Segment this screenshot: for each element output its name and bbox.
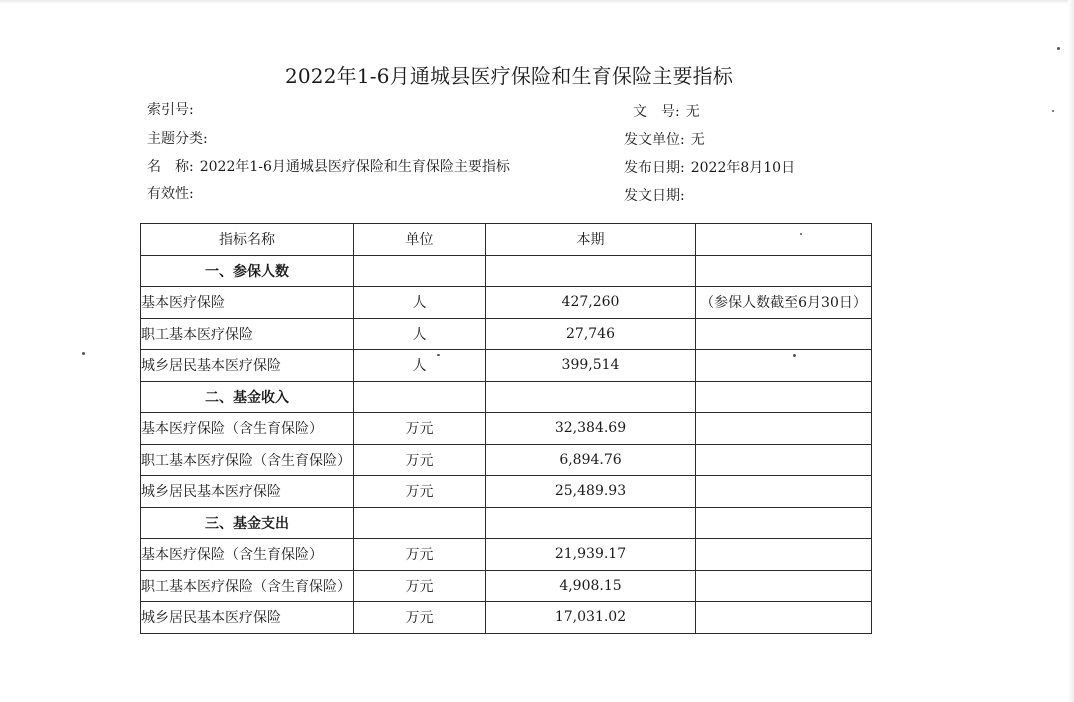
value-cell: 21,939.17 <box>486 539 696 571</box>
indicator-name: 基本医疗保险 <box>141 287 354 319</box>
document-title: 2022年1-6月通城县医疗保险和生育保险主要指标 <box>284 64 734 88</box>
meta-label: 发布日期: <box>624 160 685 176</box>
column-header-current-period: 本期 <box>486 224 696 256</box>
meta-value: 无 <box>690 132 705 148</box>
unit-cell: 万元 <box>354 570 486 602</box>
table-row <box>141 476 872 508</box>
meta-label: 索引号: <box>147 102 194 118</box>
meta-label: 发文单位: <box>624 132 685 148</box>
meta-label: 有效性: <box>147 186 194 202</box>
meta-issuing-unit <box>624 129 705 149</box>
table-section-row <box>141 255 872 287</box>
table-row <box>141 539 872 571</box>
indicator-name: 基本医疗保险（含生育保险） <box>141 539 354 571</box>
table-row <box>141 350 872 382</box>
unit-cell: 万元 <box>354 602 486 634</box>
meta-validity <box>147 183 200 203</box>
value-cell: 25,489.93 <box>486 476 696 508</box>
scan-speck <box>1057 47 1060 50</box>
indicator-name: 城乡居民基本医疗保险 <box>141 602 354 634</box>
table-row <box>141 413 872 445</box>
table-section-row <box>141 381 872 413</box>
scan-speck <box>82 352 85 355</box>
column-header-unit: 单位 <box>354 224 486 256</box>
meta-label: 发文日期: <box>624 188 685 204</box>
value-cell: 6,894.76 <box>486 444 696 476</box>
table-section-row <box>141 507 872 539</box>
meta-label: 主题分类: <box>147 131 208 147</box>
table-row <box>141 318 872 350</box>
note-cell <box>696 381 872 413</box>
unit-cell <box>354 381 486 413</box>
note-cell <box>696 444 872 476</box>
scan-speck <box>1052 110 1054 112</box>
meta-value: 2022年8月10日 <box>690 160 796 176</box>
meta-label: 文 号: <box>633 104 680 120</box>
unit-cell: 万元 <box>354 476 486 508</box>
unit-cell: 人 <box>354 318 486 350</box>
section-name: 三、基金支出 <box>141 507 354 539</box>
meta-document-number <box>633 101 700 121</box>
scan-speck <box>800 233 802 235</box>
value-cell: 4,908.15 <box>486 570 696 602</box>
unit-cell <box>354 507 486 539</box>
section-name: 一、参保人数 <box>141 255 354 287</box>
indicator-name: 城乡居民基本医疗保险 <box>141 350 354 382</box>
value-cell: 17,031.02 <box>486 602 696 634</box>
indicator-name: 职工基本医疗保险 <box>141 318 354 350</box>
indicator-name: 职工基本医疗保险（含生育保险） <box>141 444 354 476</box>
column-header-indicator: 指标名称 <box>141 224 354 256</box>
value-cell <box>486 507 696 539</box>
value-cell: 32,384.69 <box>486 413 696 445</box>
note-cell <box>696 539 872 571</box>
unit-cell: 万元 <box>354 413 486 445</box>
table-header-row <box>141 224 872 256</box>
section-name: 二、基金收入 <box>141 381 354 413</box>
note-cell <box>696 476 872 508</box>
table-row <box>141 444 872 476</box>
page-top-edge <box>0 0 1074 4</box>
meta-value: 无 <box>685 104 700 120</box>
note-cell <box>696 602 872 634</box>
value-cell <box>486 255 696 287</box>
value-cell: 427,260 <box>486 287 696 319</box>
column-header-note <box>696 224 872 256</box>
scan-speck <box>793 354 796 357</box>
note-cell <box>696 255 872 287</box>
unit-cell: 万元 <box>354 539 486 571</box>
page-right-edge <box>1068 0 1074 702</box>
indicator-name: 基本医疗保险（含生育保险） <box>141 413 354 445</box>
value-cell: 27,746 <box>486 318 696 350</box>
scan-speck <box>437 354 440 356</box>
note-cell <box>696 570 872 602</box>
note-cell <box>696 507 872 539</box>
meta-index-number <box>147 99 200 119</box>
table-row <box>141 570 872 602</box>
unit-cell: 人 <box>354 350 486 382</box>
indicator-name: 城乡居民基本医疗保险 <box>141 476 354 508</box>
meta-publish-date <box>624 157 795 177</box>
meta-label: 名 称: <box>147 159 194 175</box>
unit-cell: 人 <box>354 287 486 319</box>
table-row <box>141 602 872 634</box>
meta-topic-category <box>147 128 214 148</box>
indicator-name: 职工基本医疗保险（含生育保险） <box>141 570 354 602</box>
value-cell <box>486 381 696 413</box>
unit-cell <box>354 255 486 287</box>
note-cell <box>696 413 872 445</box>
unit-cell: 万元 <box>354 444 486 476</box>
note-cell <box>696 350 872 382</box>
value-cell: 399,514 <box>486 350 696 382</box>
table-row <box>141 287 872 319</box>
meta-name <box>147 156 510 176</box>
note-cell <box>696 318 872 350</box>
meta-issue-date <box>624 185 691 205</box>
indicators-table <box>140 223 872 634</box>
meta-value: 2022年1-6月通城县医疗保险和生育保险主要指标 <box>199 159 510 175</box>
note-cell: （参保人数截至6月30日） <box>696 287 872 319</box>
